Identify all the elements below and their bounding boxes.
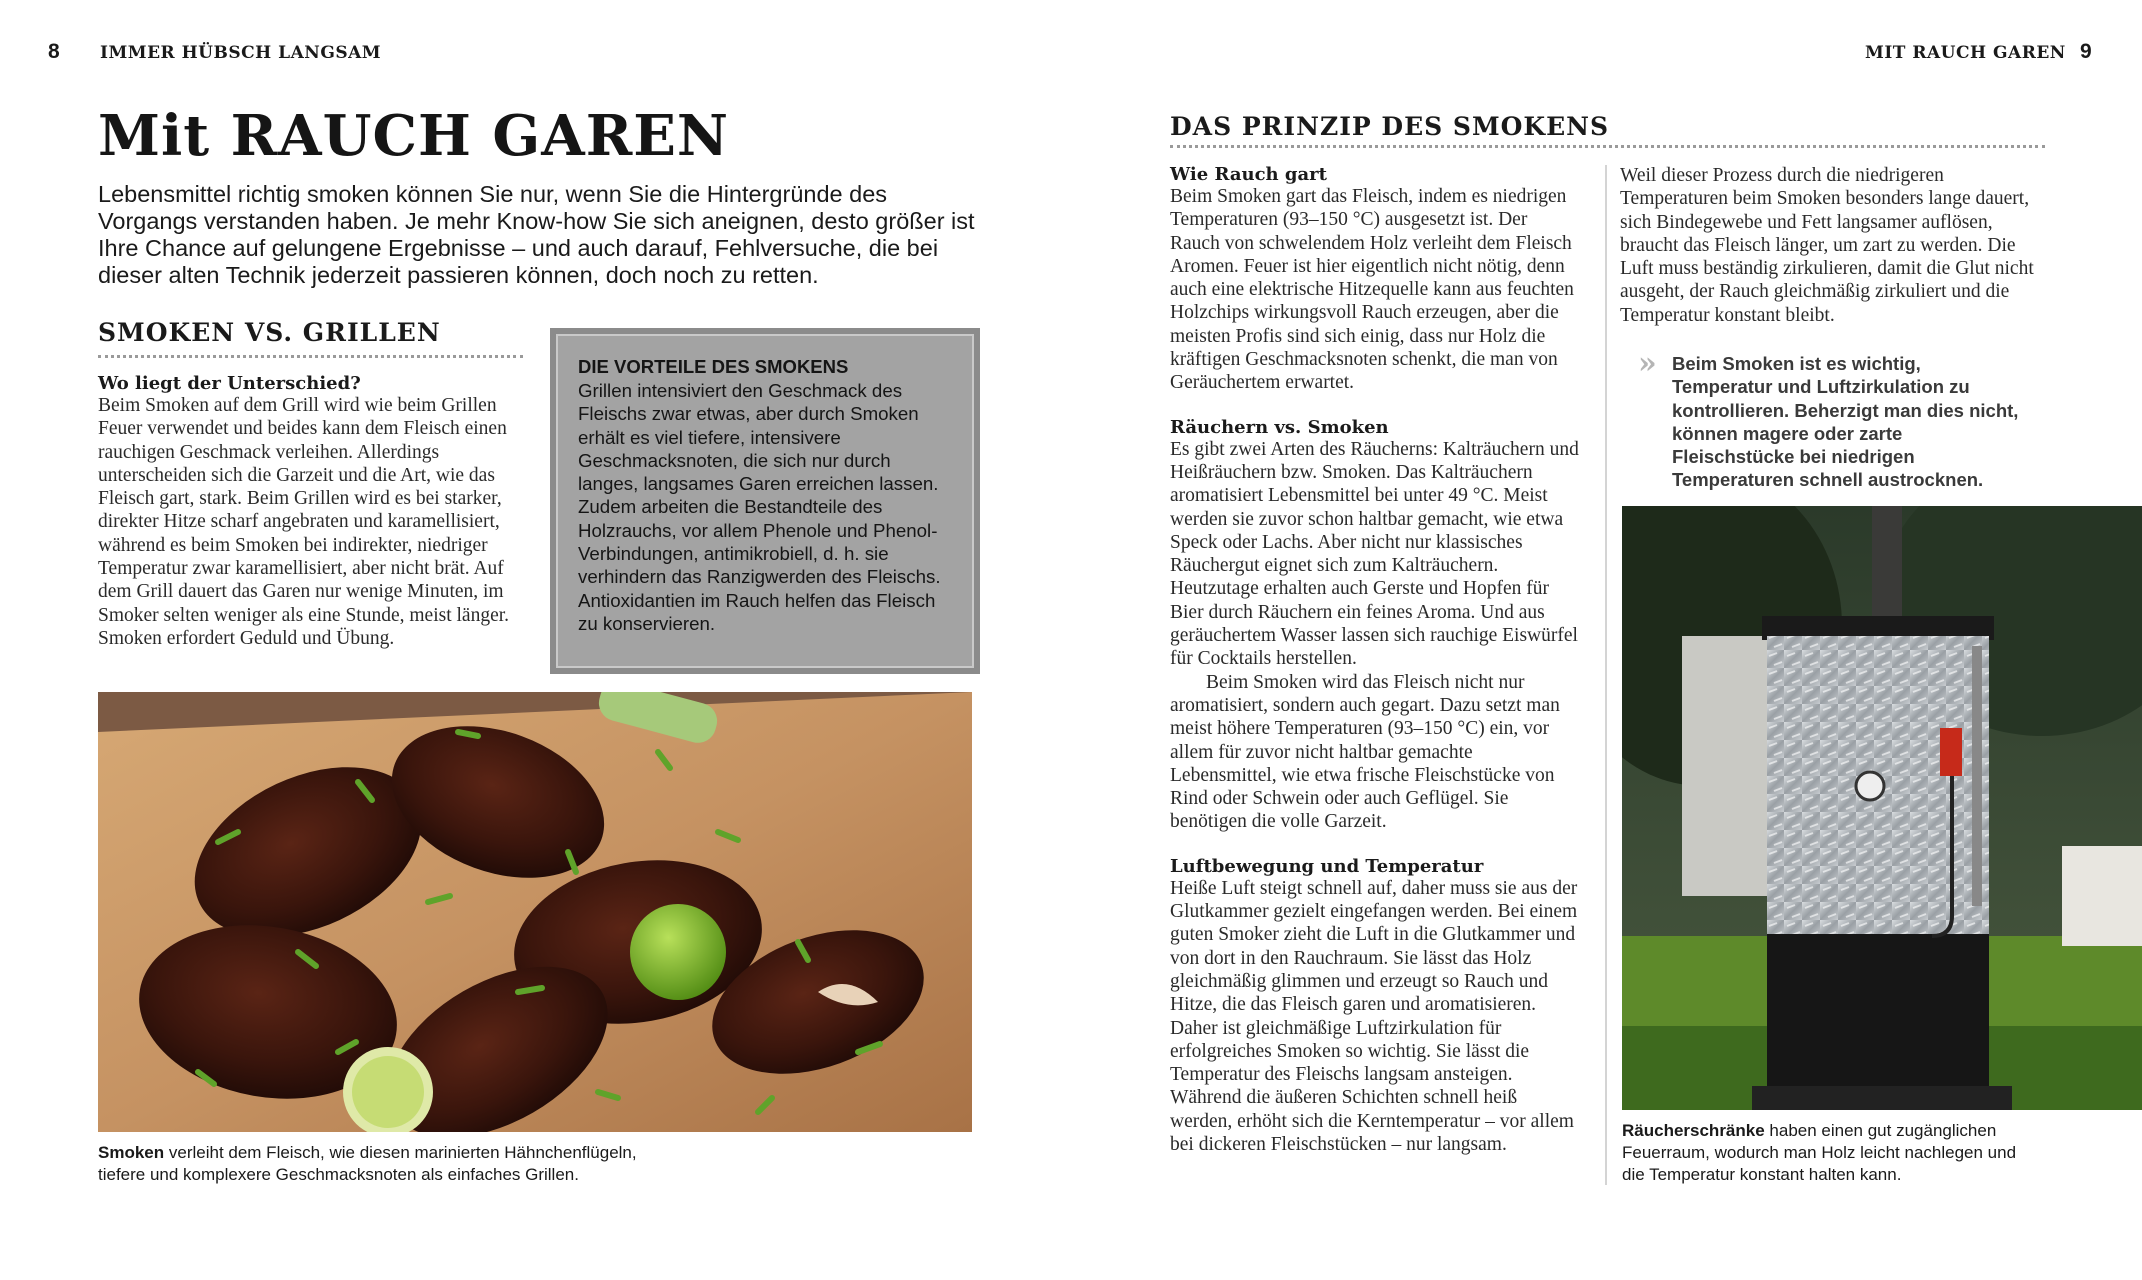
- section-raeuchern: [1170, 417, 1580, 834]
- section-heading-2: Räuchern vs. Smoken: [1170, 416, 1389, 438]
- left-column: [98, 373, 528, 650]
- section-heading-1: Wie Rauch gart: [1170, 164, 1327, 185]
- chicken-wings-image: [98, 692, 972, 1132]
- smoker-cabinet-image: [1622, 506, 2142, 1110]
- pull-quote: » Beim Smoken ist es wichtig, Temperatur und Luftzirkulation zu kontrollieren. Beherzigt man dies nicht, können magere oder zarte Fleischstücke bei niedrigen Temperaturen schnell austrocknen.: [1640, 352, 2025, 492]
- page-number-left: 8: [48, 40, 60, 63]
- advantages-box: [550, 328, 980, 674]
- section-luftbewegung: [1170, 856, 1580, 1157]
- subheading: Wo liegt der Unterschied?: [98, 373, 361, 394]
- left-caption-rest: verleiht dem Fleisch, wie diesen marinierten Hähnchenflügeln, tiefere und komplexere Geschmacksnoten als einfaches Grillen.: [98, 1143, 637, 1184]
- right-column-1: [1170, 164, 1580, 1178]
- right-column-2: [1620, 164, 2040, 327]
- intro-paragraph: Lebensmittel richtig smoken können Sie nur, wenn Sie die Hintergründe des Vorgangs verstanden haben. Je mehr Know-how Sie sich aneignen, desto größer ist Ihre Chance auf gelungene Ergebnisse – und auch darauf, Fehlversuche, die bei dieser alten Technik jederzeit passieren können, doch noch zu retten.: [98, 181, 975, 288]
- quote-text: Beim Smoken ist es wichtig, Temperatur und Luftzirkulation zu kontrollieren. Beherzigt man dies nicht, können magere oder zarte Fleischstücke bei niedrigen Temperaturen schnell austrocknen.: [1672, 353, 2019, 491]
- section-heading-3: Luftbewegung und Temperatur: [1170, 855, 1484, 877]
- left-caption-bold: Smoken: [98, 1143, 165, 1162]
- left-caption: [98, 1142, 658, 1186]
- section-heading-left: SMOKEN VS. GRILLEN: [98, 318, 441, 347]
- right-caption: [1622, 1120, 2022, 1186]
- page-number-right: 9: [2080, 40, 2092, 63]
- heading-rule-left: [98, 355, 523, 358]
- section-wie-rauch-gart: [1170, 164, 1580, 395]
- smoker-cabinet-photo: [1622, 506, 2142, 1110]
- section-text-2b: Beim Smoken wird das Fleisch nicht nur aromatisiert, sondern auch gegart. Dazu setzt man meist höhere Temperaturen (93–150 °C) ein, vor allem für zuvor nicht haltbar gemachte Lebensmittel, wie etwa frische Fleischstücke von Rind oder Schwein oder auch Geflügel. Sie benötigen die volle Garzeit.: [1170, 671, 1560, 833]
- right-caption-rest: haben einen gut zugänglichen Feuerraum, wodurch man Holz leicht nachlegen und die Temperatur konstant halten kann.: [1622, 1121, 2017, 1184]
- heading-rule-right: [1170, 145, 2045, 148]
- left-caption-text: [98, 1142, 658, 1186]
- page-title: Mit RAUCH GAREN: [98, 103, 730, 169]
- left-body-text: Beim Smoken auf dem Grill wird wie beim Grillen Feuer verwendet und beides kann dem Fleisch einen rauchigen Geschmack verleihen. Allerdings unterscheiden sich die Garzeit und die Art, wie das Fleisch gart, stark. Beim Grillen wird es bei starker, direkter Hitze scharf angebraten und karamellisiert, während es beim Smoken bei indirekter, niedriger Temperatur zwar karamellisiert, aber nicht brät. Auf dem Grill dauert das Garen nur wenige Minuten, im Smoker selten weniger als eine Stunde, meist länger. Smoken erfordert Geduld und Übung.: [98, 395, 510, 649]
- running-head-left: IMMER HÜBSCH LANGSAM: [100, 43, 382, 63]
- box-text: Grillen intensiviert den Geschmack des Fleischs zwar etwas, aber durch Smoken erhält es viel tiefere, intensivere Geschmacksnoten, die sich nur durch langes, langsames Garen erreichen lassen. Zudem arbeiten die Bestandteile des Holzrauchs, vor allem Phenole und Phenol-Verbindungen, antimikrobiell, d. h. sie verhindern das Ranzigwerden des Fleischs. Antioxidantien im Rauch helfen das Fleisch zu konservieren.: [578, 380, 941, 634]
- section-text-3: Heiße Luft steigt schnell auf, daher muss sie aus der Glutkammer gezielt eingefangen werden. Bei einem guten Smoker zieht die Luft in die Glutkammer und von dort in den Rauchraum. Sie lässt das Holz gleichmäßig glimmen und erzeugt so Rauch und Hitze, die das Fleisch garen und aromatisieren. Daher ist gleichmäßige Luftzirkulation für erfolgreiches Smoken so wichtig. Sie lässt die Temperatur des Fleischs langsam ansteigen. Während die äußeren Schichten schnell heiß werden, erhöht sich die Kerntemperatur – vor allem bei dickeren Fleischstücken – nur langsam.: [1170, 877, 1578, 1155]
- running-head-right: MIT RAUCH GAREN: [1865, 43, 2066, 63]
- right-caption-bold: Räucherschränke: [1622, 1121, 1765, 1140]
- chicken-wings-photo: [98, 692, 972, 1132]
- box-title: DIE VORTEILE DES SMOKENS: [578, 356, 849, 377]
- section-heading-right: DAS PRINZIP DES SMOKENS: [1170, 112, 1610, 141]
- section-text-1: Beim Smoken gart das Fleisch, indem es niedrigen Temperaturen (93–150 °C) ausgesetzt ist. Der Rauch von schwelendem Holz verleiht dem Fleisch Aromen. Feuer ist hier eigentlich nicht nötig, denn auch eine elektrische Hitzequelle kann aus feuchten Holzchips wirkungsvoll Rauch erzeugen, aber die meisten Profis sind sich einig, dass nur Holz die kräftigen Geschmacksnoten schenkt, die man von Geräuchertem erwartet.: [1170, 186, 1574, 394]
- right-caption-text: [1622, 1120, 2022, 1186]
- col2-text: Weil dieser Prozess durch die niedrigeren Temperaturen beim Smoken besonders lange dauert, sich Bindegewebe und Fett langsamer auflösen, braucht das Fleisch länger, um zart zu werden. Die Luft muss beständig zirkulieren, damit die Glut nicht ausgeht, der Rauch gleichmäßig zirkuliert und die Temperatur konstant bleibt.: [1620, 165, 2034, 326]
- section-text-2: Es gibt zwei Arten des Räucherns: Kalträuchern und Heißräuchern bzw. Smoken. Das Kalträuchern aromatisiert Lebensmittel bei unter 49 °C. Meist werden sie zuvor schon haltbar gemacht, wie etwa Speck oder Lachs. Aber nicht nur klassisches Räuchergut eignet sich zum Kalträuchern. Heutzutage erhalten auch Gerste und Hopfen für Bier durch Räuchern ein feines Aroma. Und aus geräuchertem Wasser lassen sich rauchige Eiswürfel für Cocktails herstellen.: [1170, 438, 1579, 670]
- column-divider: [1605, 165, 1607, 1185]
